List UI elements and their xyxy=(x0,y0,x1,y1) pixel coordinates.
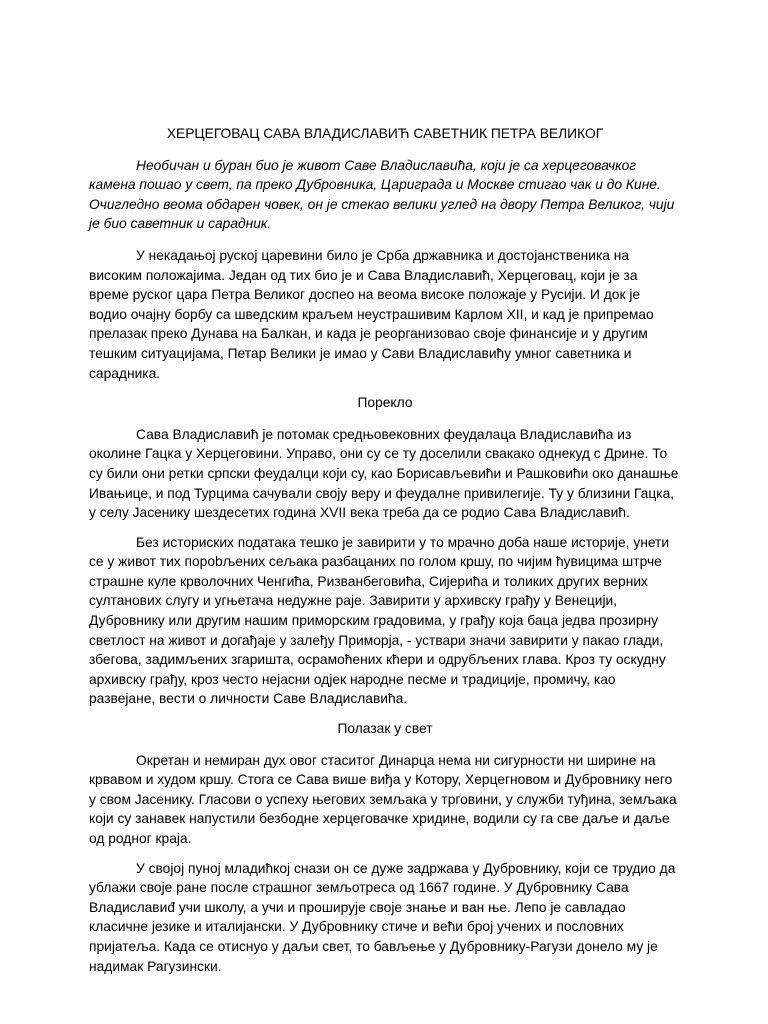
document-body xyxy=(89,124,681,986)
paragraph: Без историских података тешко је завирити у то мрачно доба наше историје, унети се у живот тих порobљених сељака разбацаних по голом кршу, по чијим ћувицима штрче страшне куле крволочних Ченгића, Ризванбеговића, Сијерића и толиких других верних султанових слугу и угњетача недужне раје. Завирити у архивску грађу у Венецији, Дубровнику или другим нашим приморским градовима, у грађу која баца једва прозирну светлост на живот и догађаје у залеђу Приморја, - уствари значи завирити у пакао глади, збегова, задимљених згаришта, осрамоћених кћери и одрубљених глава. Кроз ту оскудну архивску грађу, кроз често нејасни одјек народне песме и традиције, промичу, као развејане, вести о личности Саве Владиславића. xyxy=(89,534,670,707)
paragraph: Сава Владиславић је потомак средњовековних феудалаца Владиславића из околине Гацка у Херцеговини. Управо, они су се ту доселили свакако однекуд с Дрине. То су били они ретки српски феудалци који су, као Борисављевићи и Рашковићи око данашње Ивањице, и под Турцима сачували своју веру и феудалне привилегије. Ту у близини Гацка, у селу Јасенику шездесетих година XVII века треба да се родио Сава Владиславић. xyxy=(89,426,679,521)
intro-paragraph: Необичан и буран био је живот Саве Владиславића, који је са херцеговачког камена пошао у свет, па преко Дубровника, Цариграда и Москве стигао чак и до Кине. Очигледно веома обдарен човек, он је стекао велики углед на двору Петра Великог, чији је био саветник и сарадник. xyxy=(89,157,675,232)
document-title: ХЕРЦЕГОВАЦ САВА ВЛАДИСЛАВИЋ САВЕТНИК ПЕТРА ВЕЛИКОГ xyxy=(166,126,604,141)
paragraph: У некадањој руској царевини било је Срба државника и достојанственика на високим положајима. Један од тих био је и Сава Владиславић, Херцеговац, који је за време руског цара Петра Великог доспео на веома високе положаје у Русији. И док је водио очајну борбу са шведским краљем неустрашивим Карлом XII, и кад је припремао прелазак преко Дунава на Балкан, и када је реорганизовао своје финансије и у другим тешким ситуацијама, Петар Велики је имао у Сави Владиславићу умног саветника и сарадника. xyxy=(89,247,654,381)
paragraph: Окретан и немиран дух овог стаситог Динарца нема ни сигурности ни ширине на крвавом и худом кршу. Стога се Сава више виђа у Котору, Херцегновом и Дубровнику него у свом Јасенику. Гласови о успеху његових земљака у трговини, у служби туђина, земљака који су занавек напустили безбодне херцеговачке хридине, водили су га све даље и даље од родног краја. xyxy=(89,752,677,846)
paragraph: У својој пуној младићкој снази он се дуже задржава у Дубровнику, који се трудио да ублажи своје ране после страшног земљотреса од 1667 године. У Дубровнику Сава Владиславиđ учи школу, а учи и проширује своје знање и ван ње. Лепо је савладао класичне језике и италијански. У Дубровнику стиче и већи број учених и пословних пријатеља. Када се отиснуо у даљи свет, то бављење у Дубровнику-Рагузи донело му је надимак Рагузински. xyxy=(89,860,676,974)
section-heading-departure: Полазак у свет xyxy=(337,721,433,737)
section-heading-origin: Порекло xyxy=(357,395,413,411)
